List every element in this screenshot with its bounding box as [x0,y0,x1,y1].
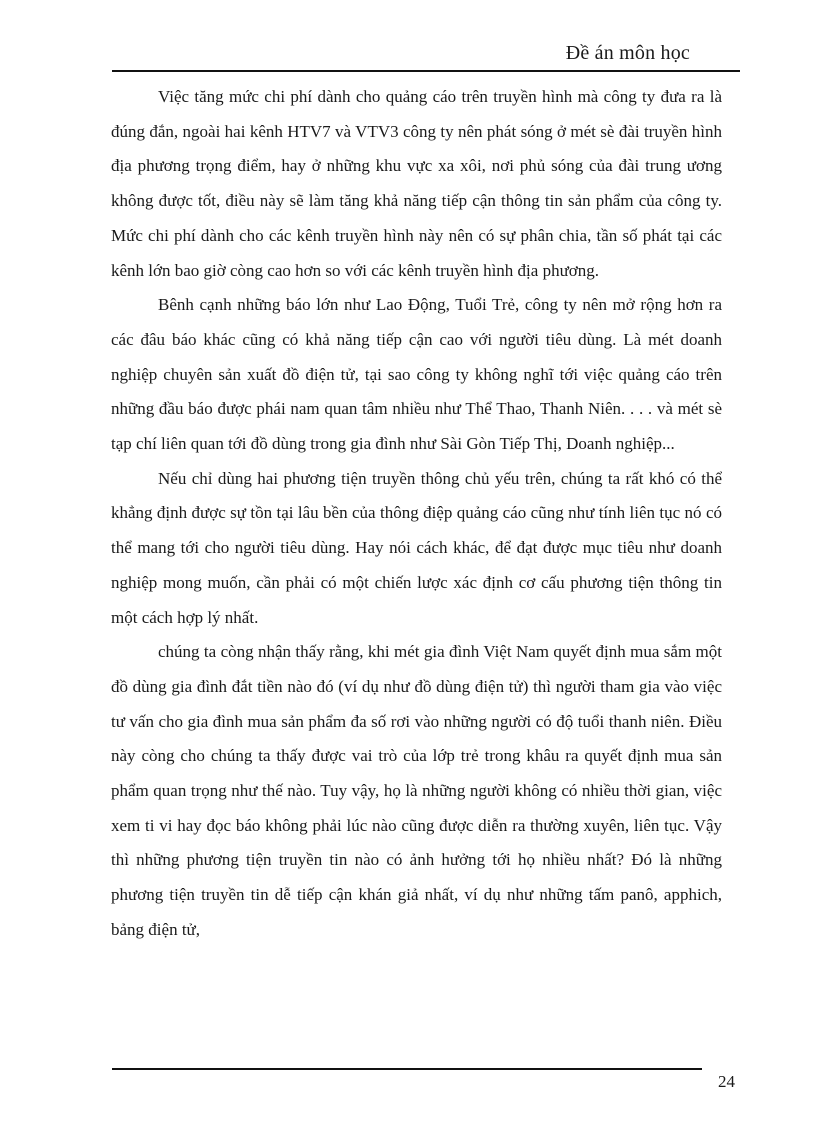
document-title: Đề án môn học [565,42,690,64]
paragraph-newspapers: Bênh cạnh những báo lớn như Lao Động, Tuổi Trẻ, công ty nên mở rộng hơn ra các đâu báo khác cũng có khả năng tiếp cận cao với người tiêu dùng. Là mét doanh nghiệp chuyên sản xuất đồ điện tử, tại sao công ty không nghĩ tới việc quảng cáo trên những đầu báo được phái nam quan tâm nhiều như Thể Thao, Thanh Niên. . . . và mét sè tạp chí liên quan tới đồ dùng trong gia đình như Sài Gòn Tiếp Thị, Doanh nghiệp... [111,295,722,454]
paragraph-tv-advertising: Việc tăng mức chi phí dành cho quảng cáo trên truyền hình mà công ty đưa ra là đúng đắn, ngoài hai kênh HTV7 và VTV3 công ty nên phát sóng ở mét sè đài truyền hình địa phương trọng điểm, hay ở những khu vực xa xôi, nơi phủ sóng của đài trung ương không được tốt, điều này sẽ làm tăng khả năng tiếp cận thông tin sản phẩm của công ty. Mức chi phí dành cho các kênh truyền hình này nên có sự phân chia, tần số phát tại các kênh lớn bao giờ còng cao hơn so với các kênh truyền hình địa phương. [111,87,722,280]
paragraph-young-consumers: chúng ta còng nhận thấy rằng, khi mét gia đình Việt Nam quyết định mua sắm một đồ dùng gia đình đắt tiền nào đó (ví dụ như đồ dùng điện tử) thì người tham gia vào việc tư vấn cho gia đình mua sản phẩm đa số rơi vào những người có độ tuổi thanh niên. Điều này còng cho chúng ta thấy được vai trò của lớp trẻ trong khâu ra quyết định mua sản phẩm quan trọng như thế nào. Tuy vậy, họ là những người không có nhiều thời gian, việc xem ti vi hay đọc báo không phải lúc nào cũng được diễn ra thường xuyên, liên tục. Vậy thì những phương tiện truyền tin nào có ảnh hưởng tới họ nhiều nhất? Đó là những phương tiện truyền tin dễ tiếp cận khán giả nhất, ví dụ như những tấm panô, apphich, bảng điện tử, [111,642,722,939]
document-body [111,80,722,948]
footer-rule [112,1068,702,1070]
page-header [112,40,740,72]
page-number: 24 [718,1072,735,1091]
paragraph-media-strategy: Nếu chỉ dùng hai phương tiện truyền thông chủ yếu trên, chúng ta rất khó có thể khẳng định được sự tồn tại lâu bền của thông điệp quảng cáo cũng như tính liên tục nó có thể mang tới cho người tiêu dùng. Hay nói cách khác, để đạt được mục tiêu như doanh nghiệp mong muốn, cần phải có một chiến lược xác định cơ cấu phương tiện thông tin một cách hợp lý nhất. [111,468,722,627]
